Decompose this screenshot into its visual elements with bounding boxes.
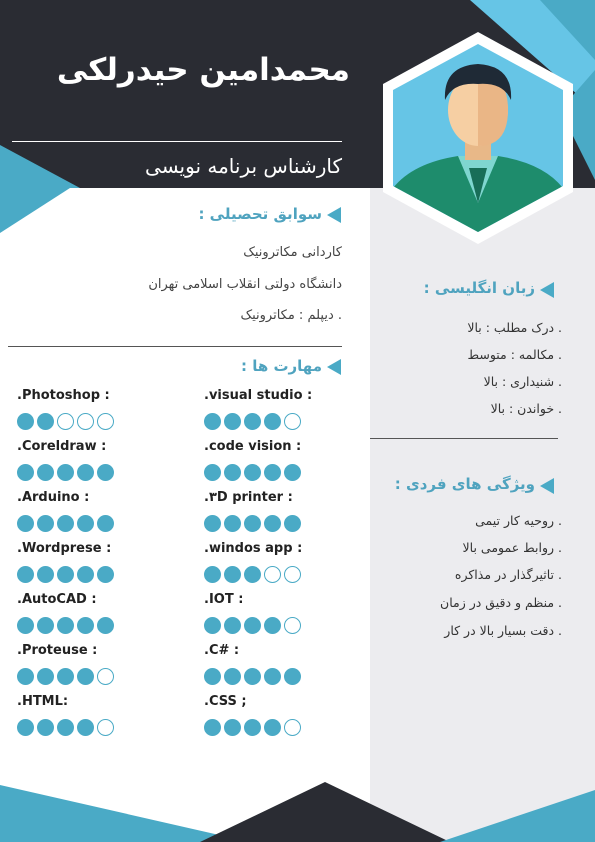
trait-item: . منظم و دقیق در زمان: [440, 595, 562, 610]
rating-dot-filled: [244, 464, 261, 481]
rating-dot-filled: [17, 413, 34, 430]
rating-dot-filled: [224, 566, 241, 583]
rating-dot-filled: [264, 617, 281, 634]
education-heading: سوابق تحصیلی :: [198, 205, 322, 223]
skill-rating: [17, 515, 114, 532]
rating-dot-empty: [284, 617, 301, 634]
title-divider: [12, 141, 342, 142]
rating-dot-empty: [284, 719, 301, 736]
skill-rating: [17, 464, 114, 481]
skill-label: .visual studio :: [204, 388, 313, 403]
skill-label: .CSS ;: [204, 694, 247, 709]
rating-dot-filled: [97, 566, 114, 583]
rating-dot-filled: [37, 719, 54, 736]
skill-label: .Arduino :: [17, 490, 90, 505]
rating-dot-filled: [77, 566, 94, 583]
rating-dot-filled: [17, 515, 34, 532]
skill-label: .Photoshop :: [17, 388, 110, 403]
rating-dot-empty: [77, 413, 94, 430]
trait-item: . تاثیرگذار در مذاکره: [454, 567, 562, 582]
rating-dot-filled: [57, 464, 74, 481]
skill-label: .HTML:: [17, 694, 69, 709]
rating-dot-filled: [224, 719, 241, 736]
rating-dot-filled: [244, 515, 261, 532]
triangle-pointer-icon: [327, 359, 341, 375]
rating-dot-filled: [17, 566, 34, 583]
rating-dot-empty: [57, 413, 74, 430]
rating-dot-filled: [224, 617, 241, 634]
rating-dot-filled: [244, 413, 261, 430]
skill-rating: [204, 566, 301, 583]
rating-dot-filled: [17, 464, 34, 481]
rating-dot-filled: [57, 515, 74, 532]
rating-dot-filled: [17, 719, 34, 736]
rating-dot-empty: [97, 413, 114, 430]
rating-dot-filled: [224, 464, 241, 481]
rating-dot-filled: [264, 413, 281, 430]
profile-photo: [373, 28, 583, 248]
skill-rating: [204, 515, 301, 532]
skill-label: .Proteuse :: [17, 643, 98, 658]
education-line: . دیپلم : مکاترونیک: [240, 308, 342, 323]
english-heading: زبان انگلیسی :: [423, 279, 535, 297]
rating-dot-filled: [97, 515, 114, 532]
trait-item: . روابط عمومی بالا: [462, 540, 562, 555]
rating-dot-empty: [284, 566, 301, 583]
rating-dot-empty: [97, 668, 114, 685]
rating-dot-filled: [37, 464, 54, 481]
rating-dot-filled: [57, 617, 74, 634]
rating-dot-filled: [284, 464, 301, 481]
rating-dot-filled: [264, 464, 281, 481]
rating-dot-filled: [97, 464, 114, 481]
skill-label: .۳D printer :: [204, 490, 293, 505]
rating-dot-filled: [37, 413, 54, 430]
triangle-pointer-icon: [540, 282, 554, 298]
rating-dot-filled: [204, 668, 221, 685]
rating-dot-empty: [264, 566, 281, 583]
skill-label: .IOT :: [204, 592, 244, 607]
footer-band: [0, 760, 595, 842]
rating-dot-filled: [264, 719, 281, 736]
skill-label: .code vision :: [204, 439, 302, 454]
skill-rating: [17, 668, 114, 685]
traits-heading: ویژگی های فردی :: [394, 475, 535, 493]
rating-dot-filled: [57, 719, 74, 736]
skill-rating: [17, 617, 114, 634]
rating-dot-filled: [37, 566, 54, 583]
education-line: کاردانی مکاترونیک: [243, 245, 342, 260]
full-name: محمدامین حیدرلکی: [56, 52, 350, 88]
rating-dot-filled: [264, 668, 281, 685]
rating-dot-filled: [97, 617, 114, 634]
skill-rating: [17, 566, 114, 583]
skill-rating: [17, 413, 114, 430]
skills-heading: مهارت ها :: [240, 357, 322, 375]
rating-dot-filled: [224, 413, 241, 430]
rating-dot-filled: [244, 668, 261, 685]
triangle-pointer-icon: [327, 207, 341, 223]
job-title: کارشناس برنامه نویسی: [145, 154, 342, 178]
rating-dot-filled: [264, 515, 281, 532]
rating-dot-filled: [244, 617, 261, 634]
trait-item: . دقت بسیار بالا در کار: [444, 623, 562, 638]
rating-dot-filled: [77, 617, 94, 634]
rating-dot-filled: [204, 617, 221, 634]
skill-label: .windos app :: [204, 541, 303, 556]
header-corner-shape: [0, 188, 80, 238]
rating-dot-filled: [244, 566, 261, 583]
footer-shapes: [0, 760, 595, 842]
rating-dot-filled: [204, 566, 221, 583]
rating-dot-filled: [284, 668, 301, 685]
skill-label: .C# :: [204, 643, 240, 658]
rating-dot-filled: [204, 515, 221, 532]
section-divider: [370, 438, 558, 439]
rating-dot-filled: [204, 413, 221, 430]
rating-dot-empty: [97, 719, 114, 736]
skill-rating: [204, 464, 301, 481]
rating-dot-filled: [77, 515, 94, 532]
rating-dot-filled: [37, 515, 54, 532]
rating-dot-filled: [244, 719, 261, 736]
triangle-pointer-icon: [540, 478, 554, 494]
rating-dot-filled: [17, 668, 34, 685]
rating-dot-filled: [77, 464, 94, 481]
trait-item: . روحیه کار تیمی: [475, 513, 562, 528]
rating-dot-filled: [37, 617, 54, 634]
skill-rating: [204, 668, 301, 685]
skill-rating: [17, 719, 114, 736]
rating-dot-filled: [57, 566, 74, 583]
rating-dot-empty: [284, 413, 301, 430]
skill-label: .Coreldraw :: [17, 439, 107, 454]
skill-rating: [204, 719, 301, 736]
english-item: . خواندن : بالا: [490, 401, 562, 416]
rating-dot-filled: [37, 668, 54, 685]
skill-rating: [204, 617, 301, 634]
skill-label: .Wordprese :: [17, 541, 112, 556]
section-divider: [8, 346, 342, 347]
skill-rating: [204, 413, 301, 430]
rating-dot-filled: [57, 668, 74, 685]
rating-dot-filled: [77, 719, 94, 736]
rating-dot-filled: [284, 515, 301, 532]
rating-dot-filled: [204, 464, 221, 481]
skill-label: .AutoCAD :: [17, 592, 97, 607]
english-item: . مکالمه : متوسط: [467, 347, 562, 362]
rating-dot-filled: [204, 719, 221, 736]
english-item: . درک مطلب : بالا: [467, 320, 562, 335]
rating-dot-filled: [17, 617, 34, 634]
english-item: . شنیداری : بالا: [483, 374, 562, 389]
rating-dot-filled: [224, 515, 241, 532]
rating-dot-filled: [224, 668, 241, 685]
education-line: دانشگاه دولتی انقلاب اسلامی تهران: [148, 277, 342, 292]
rating-dot-filled: [77, 668, 94, 685]
